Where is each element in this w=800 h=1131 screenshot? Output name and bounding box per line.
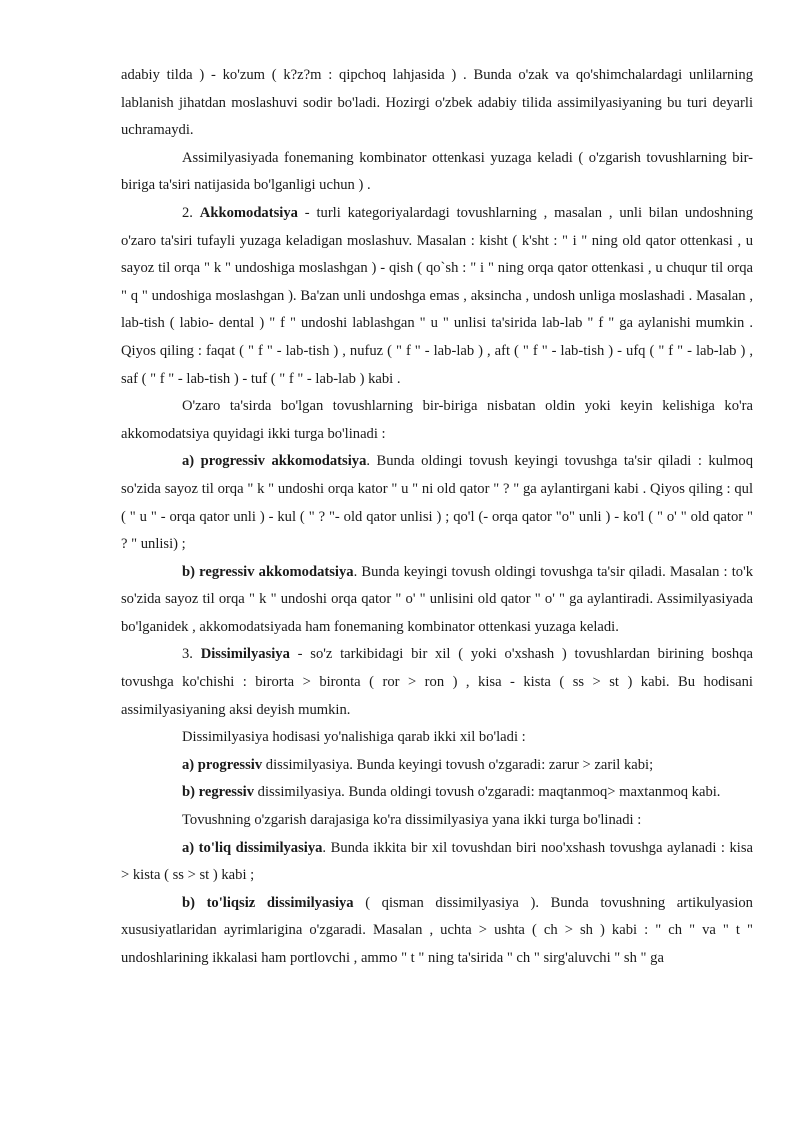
bold-term: a) progressiv — [182, 756, 263, 773]
text-run: . Bunda ikkita bir xil tovushdan biri noo'xshash tovushga aylanadi : kisa > kista ( ss > st ) kabi ; — [121, 839, 753, 884]
text-run: dissimilyasiya. Bunda keyingi tovush o'zgaradi: zarur > zaril kabi; — [262, 756, 654, 773]
text-run: 3. — [182, 646, 201, 663]
paragraph — [121, 890, 753, 973]
text-run: adabiy tilda ) - ko'zum ( k?z?m : qipchoq lahjasida ) . Bunda o'zak va qo'shimchalardagi unlilarning lablanish jihatdan moslashuvi sodir bo'ladi. Hozirgi o'zbek adabiy tilida assimilyasiyaning bu turi deyarli uchramaydi. — [121, 67, 753, 139]
bold-term: b) to'liqsiz dissimilyasiya — [182, 894, 354, 911]
text-run: dissimilyasiya. Bunda oldingi tovush o'zgaradi: maqtanmoq> maxtanmoq kabi. — [254, 784, 721, 801]
paragraph — [121, 559, 753, 642]
text-run: O'zaro ta'sirda bo'lgan tovushlarning bir-biriga nisbatan oldin yoki keyin kelishiga ko'ra akkomodatsiya quyidagi ikki turga bo'linadi : — [121, 398, 753, 442]
paragraph — [121, 200, 753, 393]
paragraph — [121, 145, 753, 200]
bold-term: Dissimilyasiya — [200, 646, 290, 663]
paragraph — [121, 807, 753, 835]
paragraph — [121, 62, 753, 145]
text-run: . Bunda oldingi tovush keyingi tovushga ta'sir qiladi : kulmoq so'zida sayoz til orqa " k " undoshi orqa kator " u " ni old qator " ? " ga aylantirgani kabi . Qiyos qiling : qul ( " u " - orqa qator unli ) - kul ( " ? "- old qator unlisi ) ; qo'l (- orqa qator "o" unli ) - ko'l ( " o' " old qator " ? " unlisi) ; — [121, 453, 753, 553]
bold-term: a) progressiv akkomodatsiya — [182, 453, 367, 470]
paragraph — [121, 393, 753, 448]
paragraph — [121, 641, 753, 724]
bold-term: b) regressiv akkomodatsiya — [182, 563, 354, 580]
text-run: Dissimilyasiya hodisasi yo'nalishiga qarab ikki xil bo'ladi : — [182, 729, 526, 746]
text-run: - turli kategoriyalardagi tovushlarning , masalan , unli bilan undoshning o'zaro ta'siri tufayli yuzaga keladigan moslashuv. Masalan : kisht ( k'sht : " i " ning old qator ottenkasi , u sayoz til orqa " k " undoshiga moslashgan ) - qish ( qo`sh : " i " ning orqa qator ottenkasi , u chuqur til orqa " q " undoshiga moslashgan ). Ba'zan unli undoshga emas , aksincha , undosh unliga moslashadi . Masalan , lab-tish ( labio- dental ) " f " undoshi lablashgan " u " unlisi ta'sirida lab-lab " f " ga aylanishi mumkin . Qiyos qiling : faqat ( " f " - lab-tish ) , nufuz ( " f " - lab-lab ) , aft ( " f " - lab-tish ) - ufq ( " f " - lab-lab ) , saf ( " f " - lab-tish ) - tuf ( " f " - lab-lab ) kabi . — [121, 204, 754, 387]
text-run: . Bunda keyingi tovush oldingi tovushga ta'sir qiladi. Masalan : to'k so'zida sayoz til orqa " k " undoshi orqa qator " o' " unlisini old qator " o' " ga aylantiradi. Assimilyasiyada bo'lganidek , akkomodatsiyada ham fonemaning kombinator ottenkasi yuzaga keladi. — [121, 563, 754, 635]
paragraph — [121, 835, 753, 890]
text-run: ( qisman dissimilyasiya ). Bunda tovushning artikulyasion xususiyatlaridan ayrimlarigina o'zgaradi. Masalan , uchta > ushta ( ch > sh ) kabi : " ch " va " t " undoshlarining ikkalasi ham portlovchi , ammo " t " ning ta'sirida " ch " sirg'aluvchi " sh " ga — [121, 894, 753, 966]
paragraph — [121, 448, 753, 558]
text-run: Tovushning o'zgarish darajasiga ko'ra dissimilyasiya yana ikki turga bo'linadi : — [182, 812, 642, 829]
text-run: Assimilyasiyada fonemaning kombinator ottenkasi yuzaga keladi ( o'zgarish tovushlarning bir-biriga ta'siri natijasida bo'lganligi uchun ) . — [121, 149, 753, 194]
bold-term: a) to'liq dissimilyasiya — [182, 839, 323, 856]
paragraph — [121, 779, 753, 807]
bold-term: b) regressiv — [182, 784, 255, 801]
paragraph — [121, 724, 753, 752]
bold-term: Akkomodatsiya — [199, 204, 298, 221]
text-run: - so'z tarkibidagi bir xil ( yoki o'xshash ) tovushlardan birining boshqa tovushga ko'chishi : birorta > bironta ( ror > ron ) , kisa - kista ( ss > st ) kabi. Bu hodisani assimilyasiyaning aksi deyish mumkin. — [121, 646, 753, 718]
text-run: 2. — [182, 204, 200, 221]
paragraph — [121, 752, 753, 780]
